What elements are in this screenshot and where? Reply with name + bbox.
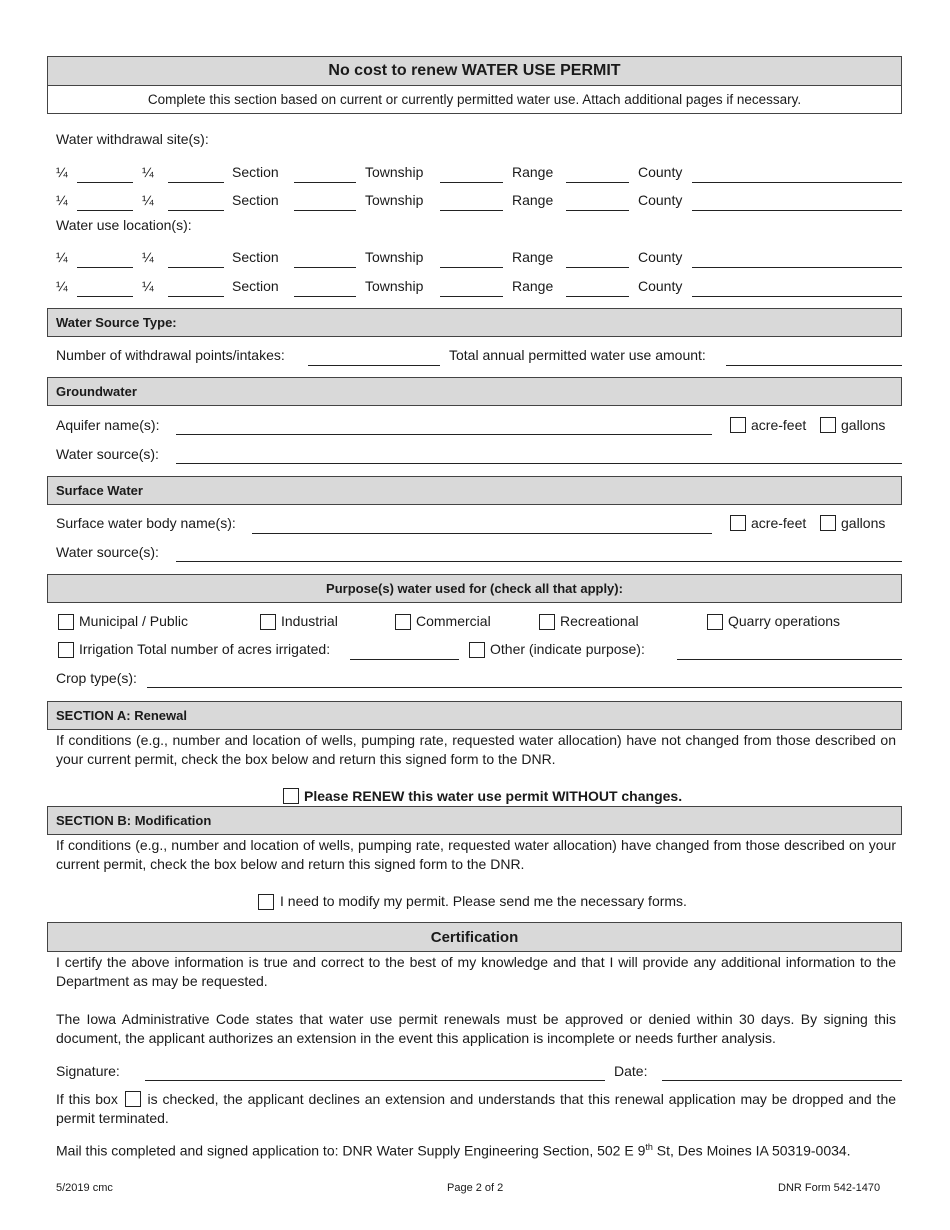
township-field[interactable] (440, 210, 503, 211)
other-purpose-label: Other (indicate purpose): (490, 641, 645, 657)
iac-text: The Iowa Administrative Code states that water use permit renewals must be approved or denied within 30 days. By signing this document, the applicant authorizes an extension in the event this application is incomplete or needs further analysis. (56, 1011, 896, 1046)
township-label: Township (365, 249, 424, 265)
gw-acre-feet-label: acre-feet (751, 417, 807, 433)
section-a-text: If conditions (e.g., number and location of wells, pumping rate, requested water allocation) have not changed from those described on your current permit, check the box below and return this signed form to the DNR. (56, 732, 896, 767)
sw-water-source-field[interactable] (176, 561, 902, 562)
date-field[interactable] (662, 1080, 902, 1081)
quarter-2-field[interactable] (168, 267, 224, 268)
annual-amount-label: Total annual permitted water use amount: (449, 347, 706, 363)
quarter-1-label: ¼ (56, 164, 68, 180)
gw-water-source-field[interactable] (176, 463, 902, 464)
county-field[interactable] (692, 210, 902, 211)
quarter-2-label: ¼ (142, 164, 154, 180)
form-title: No cost to renew WATER USE PERMIT (47, 56, 902, 86)
township-label: Township (365, 164, 424, 180)
mail-text-start: Mail this completed and signed application to: DNR Water Supply Engineering Section, 502 E 9 (56, 1142, 646, 1159)
industrial-label: Industrial (281, 613, 338, 629)
annual-amount-field[interactable] (726, 365, 902, 366)
quarter-2-field[interactable] (168, 210, 224, 211)
surface-body-field[interactable] (252, 533, 712, 534)
other-purpose-checkbox[interactable] (469, 642, 485, 658)
county-label: County (638, 164, 683, 180)
footer-form-number: DNR Form 542-1470 (778, 1182, 881, 1194)
quarter-2-field[interactable] (168, 296, 224, 297)
quarter-1-field[interactable] (77, 182, 133, 183)
section-label: Section (232, 249, 279, 265)
range-label: Range (512, 278, 554, 294)
aquifer-label: Aquifer name(s): (56, 417, 160, 433)
crop-type-field[interactable] (147, 687, 902, 688)
mail-instructions (56, 1138, 896, 1161)
county-field[interactable] (692, 182, 902, 183)
decline-text-start: If this box (56, 1091, 118, 1107)
irrigation-label: Irrigation Total number of acres irrigated: (79, 641, 331, 657)
municipal-label: Municipal / Public (79, 613, 188, 629)
range-field[interactable] (566, 267, 629, 268)
quarter-1-field[interactable] (77, 267, 133, 268)
gw-gallons-checkbox[interactable] (820, 417, 836, 433)
surface-body-label: Surface water body name(s): (56, 515, 236, 531)
quarry-label: Quarry operations (728, 613, 841, 629)
other-purpose-field[interactable] (677, 659, 902, 660)
recreational-checkbox[interactable] (539, 614, 555, 630)
township-field[interactable] (440, 267, 503, 268)
quarter-1-label: ¼ (56, 278, 68, 294)
sw-gallons-label: gallons (841, 515, 886, 531)
quarter-2-field[interactable] (168, 182, 224, 183)
section-field[interactable] (294, 210, 356, 211)
section-label: Section (232, 164, 279, 180)
form-subtitle: Complete this section based on current or currently permitted water use. Attach additional pages if necessary. (47, 85, 902, 114)
county-field[interactable] (692, 296, 902, 297)
quarter-2-label: ¼ (142, 278, 154, 294)
gw-gallons-label: gallons (841, 417, 886, 433)
industrial-checkbox[interactable] (260, 614, 276, 630)
range-label: Range (512, 249, 554, 265)
aquifer-field[interactable] (176, 434, 712, 435)
county-label: County (638, 278, 683, 294)
signature-field[interactable] (145, 1080, 605, 1081)
section-b-heading: SECTION B: Modification (47, 806, 902, 835)
township-field[interactable] (440, 296, 503, 297)
surface-water-heading: Surface Water (47, 476, 902, 505)
quarter-1-label: ¼ (56, 249, 68, 265)
gw-acre-feet-checkbox[interactable] (730, 417, 746, 433)
mail-text-end: St, Des Moines IA 50319-0034. (652, 1142, 851, 1159)
quarter-2-label: ¼ (142, 192, 154, 208)
section-field[interactable] (294, 296, 356, 297)
footer-date: 5/2019 cmc (56, 1182, 113, 1194)
date-label: Date: (614, 1063, 648, 1079)
sw-gallons-checkbox[interactable] (820, 515, 836, 531)
municipal-checkbox[interactable] (58, 614, 74, 630)
quarter-1-field[interactable] (77, 296, 133, 297)
modify-label: I need to modify my permit. Please send me the necessary forms. (280, 893, 687, 909)
range-field[interactable] (566, 182, 629, 183)
gw-water-source-label: Water source(s): (56, 446, 159, 462)
renew-checkbox[interactable] (283, 788, 299, 804)
range-field[interactable] (566, 296, 629, 297)
sw-water-source-label: Water source(s): (56, 544, 159, 560)
section-b-text: If conditions (e.g., number and location of wells, pumping rate, requested water allocation) have changed from those described on your current permit, check the box below and return this signed form to the DNR. (56, 837, 896, 872)
commercial-label: Commercial (416, 613, 491, 629)
withdrawal-site-label: Water withdrawal site(s): (56, 131, 209, 147)
sw-acre-feet-checkbox[interactable] (730, 515, 746, 531)
sw-acre-feet-label: acre-feet (751, 515, 807, 531)
renew-label: Please RENEW this water use permit WITHOUT changes. (304, 788, 683, 804)
num-points-field[interactable] (308, 365, 440, 366)
purpose-heading: Purpose(s) water used for (check all that apply): (47, 574, 902, 603)
section-label: Section (232, 192, 279, 208)
irrigation-checkbox[interactable] (58, 642, 74, 658)
decline-text-end: is checked, the applicant declines an extension and understands that this renewal application may be dropped and the permit terminated. (56, 1091, 897, 1126)
decline-text (56, 1090, 896, 1128)
township-label: Township (365, 192, 424, 208)
quarry-checkbox[interactable] (707, 614, 723, 630)
groundwater-heading: Groundwater (47, 377, 902, 406)
irrigated-acres-field[interactable] (350, 659, 459, 660)
county-label: County (638, 192, 683, 208)
certification-text: I certify the above information is true and correct to the best of my knowledge and that I will provide any additional information to the Department as may be requested. (56, 954, 896, 989)
use-location-label: Water use location(s): (56, 217, 192, 233)
water-source-type-heading: Water Source Type: (47, 308, 902, 337)
certification-heading: Certification (47, 922, 902, 952)
mail-text-sup: th (645, 1142, 653, 1152)
range-label: Range (512, 164, 554, 180)
crop-type-label: Crop type(s): (56, 670, 137, 686)
county-label: County (638, 249, 683, 265)
range-label: Range (512, 192, 554, 208)
county-field[interactable] (692, 267, 902, 268)
commercial-checkbox[interactable] (395, 614, 411, 630)
section-field[interactable] (294, 182, 356, 183)
num-points-label: Number of withdrawal points/intakes: (56, 347, 285, 363)
modify-checkbox[interactable] (258, 894, 274, 910)
section-a-heading: SECTION A: Renewal (47, 701, 902, 730)
quarter-2-label: ¼ (142, 249, 154, 265)
signature-label: Signature: (56, 1063, 120, 1079)
decline-extension-checkbox[interactable] (125, 1091, 141, 1107)
footer-page: Page 2 of 2 (447, 1182, 504, 1194)
township-label: Township (365, 278, 424, 294)
recreational-label: Recreational (560, 613, 639, 629)
section-field[interactable] (294, 267, 356, 268)
section-label: Section (232, 278, 279, 294)
range-field[interactable] (566, 210, 629, 211)
quarter-1-label: ¼ (56, 192, 68, 208)
quarter-1-field[interactable] (77, 210, 133, 211)
township-field[interactable] (440, 182, 503, 183)
